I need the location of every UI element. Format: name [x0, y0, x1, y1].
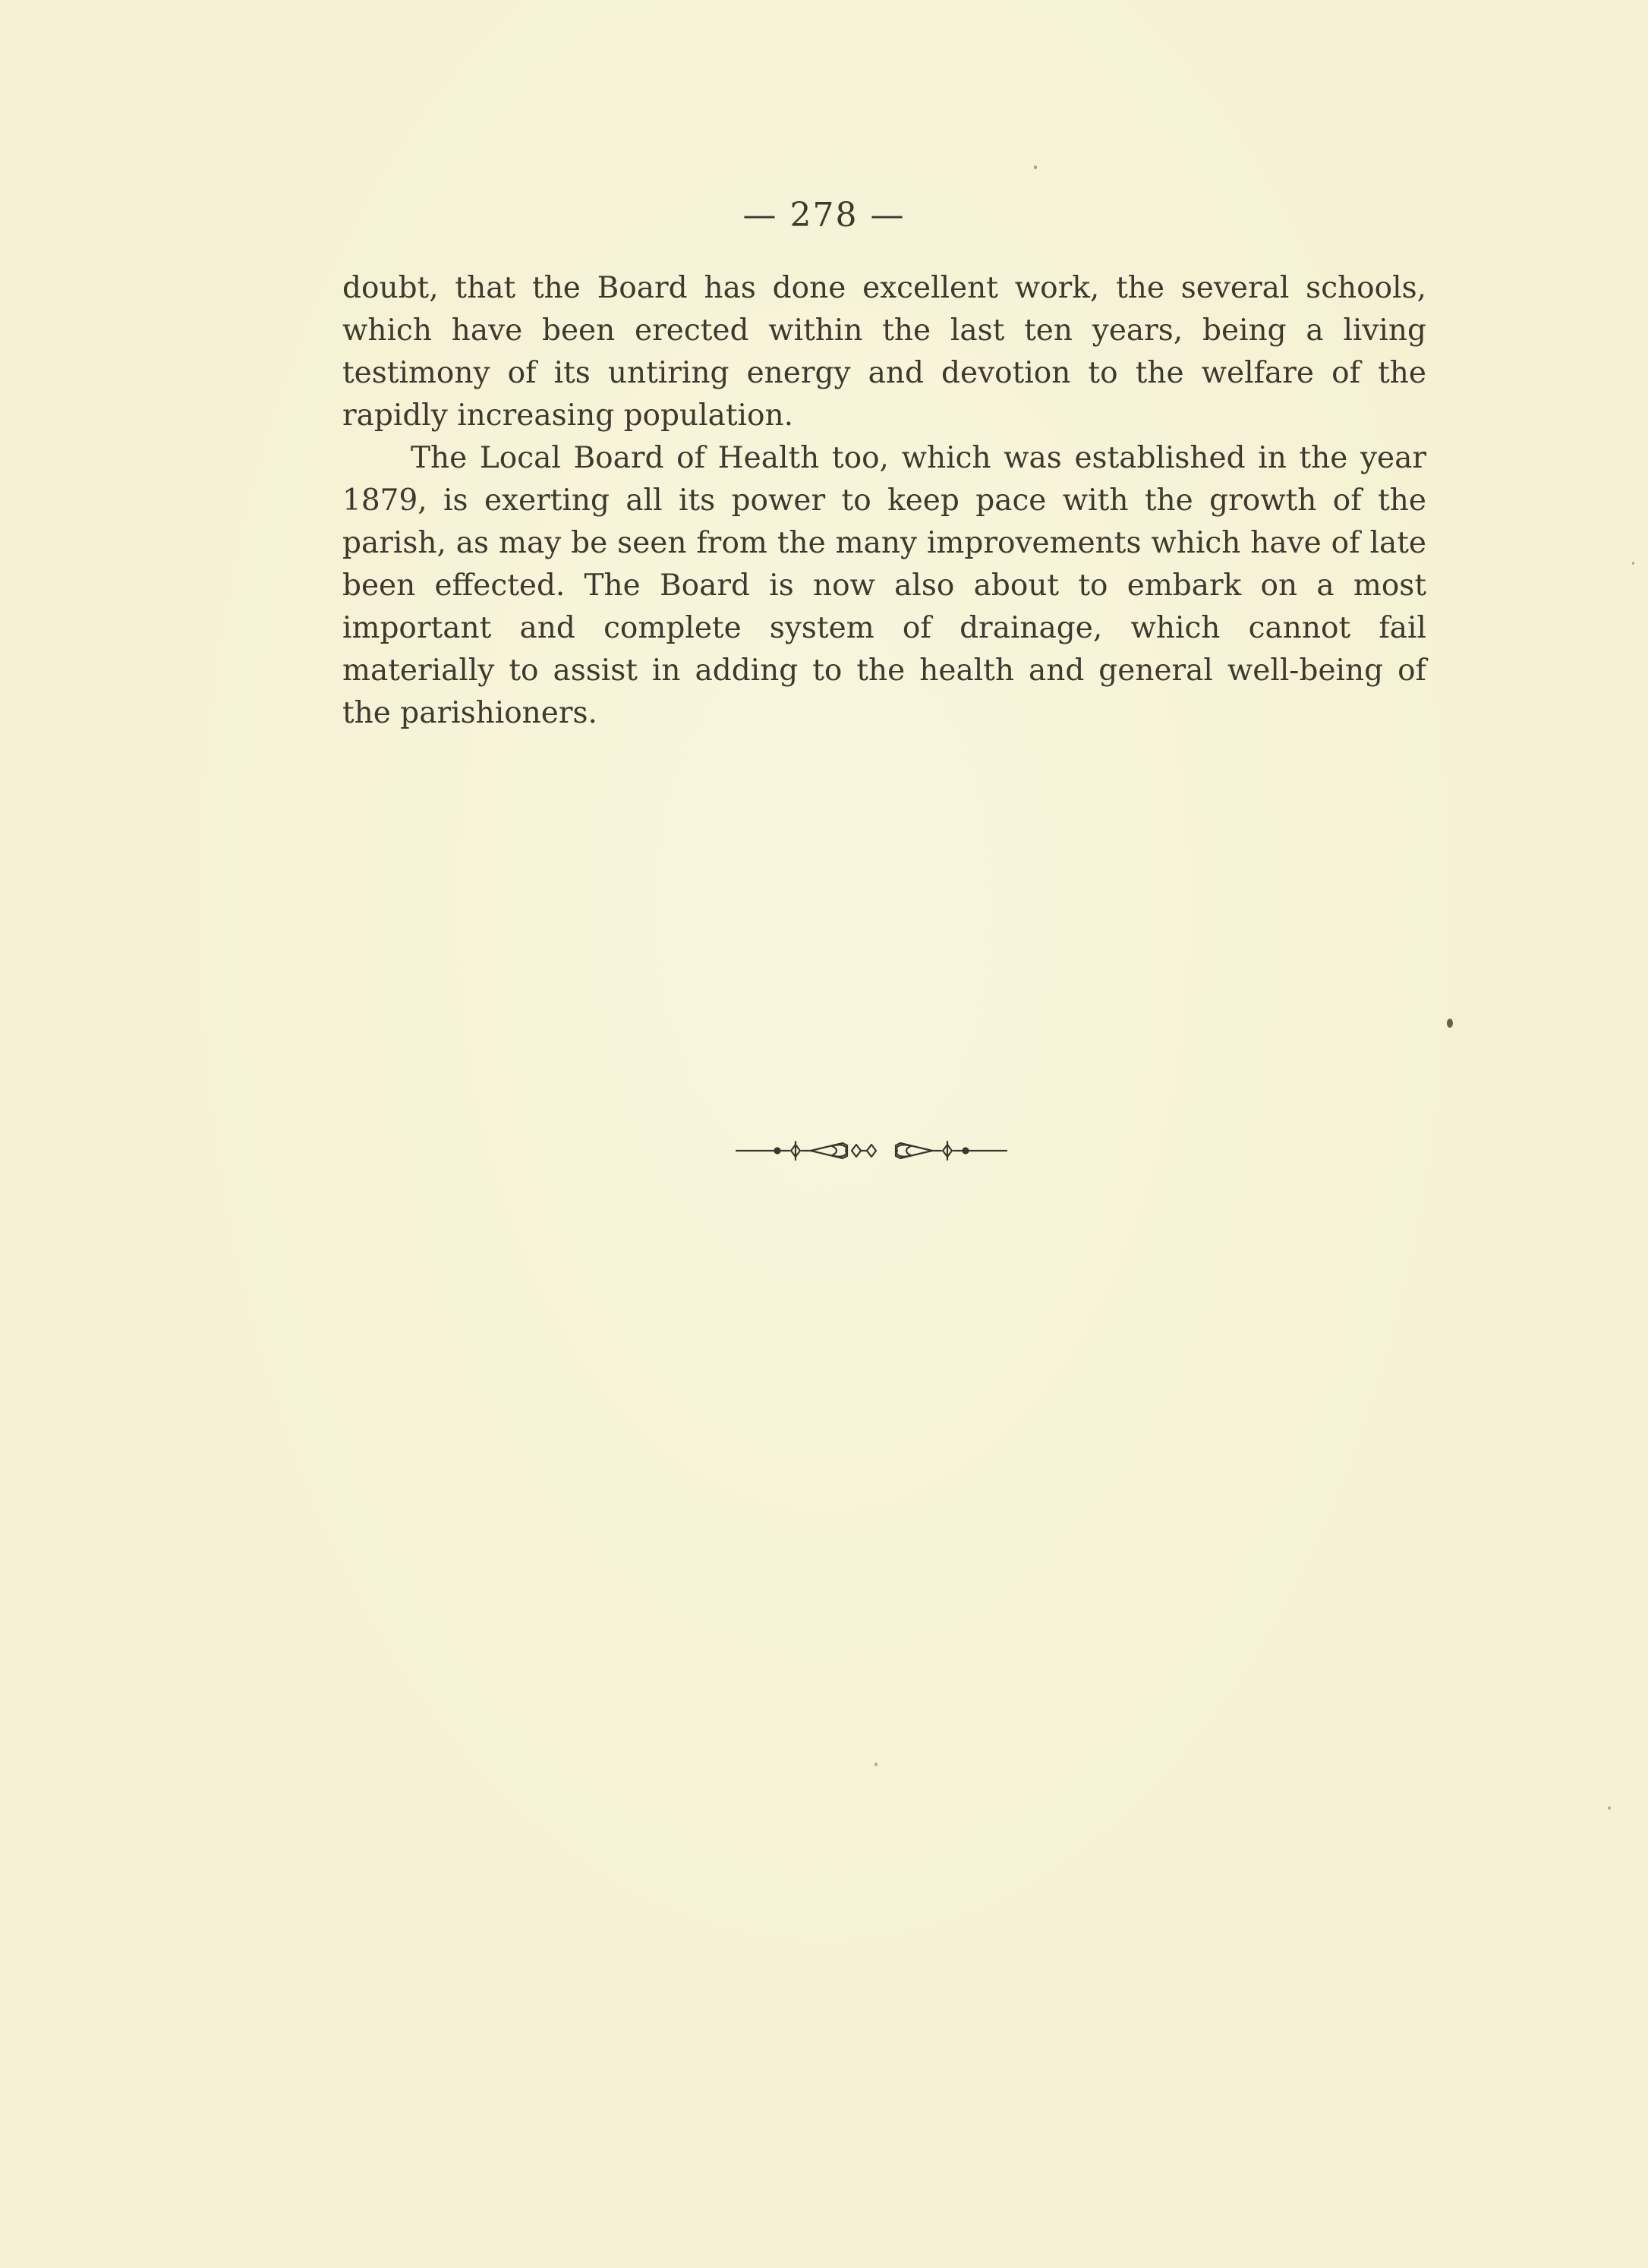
paper-speck: [874, 1762, 878, 1766]
tailpiece-ornament-icon: [735, 1136, 1008, 1166]
paper-speck: [1034, 165, 1037, 169]
paragraph-continued: doubt, that the Board has done excellent work, the several schools, which have been erected within the last ten years, being a living testimony of its untiring energy and devotion to the welfare of the rapidly increasing population.: [342, 271, 1426, 433]
paper-speck: [1447, 1019, 1453, 1028]
paper-speck: [1608, 1807, 1611, 1810]
body-text: [342, 267, 1426, 735]
paragraph-local-board: The Local Board of Health too, which was established in the year 1879, is exerting all its power to keep pace with the growth of the parish, as may be seen from the many improvements which have of late been effected. The Board is now also about to embark on a most important and complete system of drainage, which cannot fail materially to assist in adding to the health and general well-being of the parishioners.: [342, 441, 1426, 730]
page-number: — 278 —: [742, 196, 906, 235]
paper-speck: [1632, 562, 1634, 565]
